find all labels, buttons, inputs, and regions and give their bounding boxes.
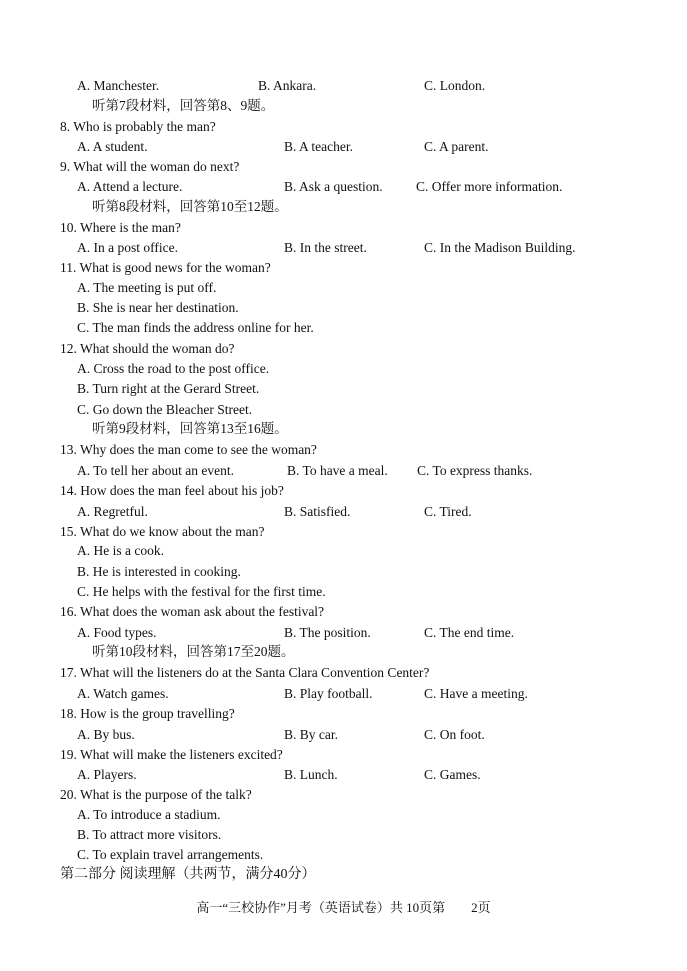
question-14: 14. How does the man feel about his job? xyxy=(60,483,284,498)
q7-option-b: B. Ankara. xyxy=(258,78,317,93)
q12-option-b: B. Turn right at the Gerard Street. xyxy=(77,381,260,396)
q10-option-c: C. In the Madison Building. xyxy=(424,240,576,255)
q14-option-b: B. Satisfied. xyxy=(284,504,351,519)
question-20: 20. What is the purpose of the talk? xyxy=(60,787,252,802)
q19-option-c: C. Games. xyxy=(424,767,481,782)
question-12: 12. What should the woman do? xyxy=(60,341,235,356)
section-8-heading: 听第8段材料，回答第10至12题。 xyxy=(92,199,288,214)
q16-option-a: A. Food types. xyxy=(77,625,157,640)
q8-option-c: C. A parent. xyxy=(424,139,489,154)
q15-option-b: B. He is interested in cooking. xyxy=(77,564,241,579)
q12-option-a: A. Cross the road to the post office. xyxy=(77,361,270,376)
q11-option-b: B. She is near her destination. xyxy=(77,300,239,315)
q19-option-a: A. Players. xyxy=(77,767,137,782)
q14-option-c: C. Tired. xyxy=(424,504,472,519)
q11-option-c: C. The man finds the address online for her. xyxy=(77,320,314,335)
question-10: 10. Where is the man? xyxy=(60,220,181,235)
q16-option-b: B. The position. xyxy=(284,625,371,640)
question-19: 19. What will make the listeners excited? xyxy=(60,747,283,762)
q13-option-a: A. To tell her about an event. xyxy=(77,463,235,478)
q13-option-c: C. To express thanks. xyxy=(417,463,533,478)
q19-option-b: B. Lunch. xyxy=(284,767,338,782)
q20-option-c: C. To explain travel arrangements. xyxy=(77,847,264,862)
question-16: 16. What does the woman ask about the festival? xyxy=(60,604,325,619)
q17-option-a: A. Watch games. xyxy=(77,686,169,701)
q9-option-c: C. Offer more information. xyxy=(416,179,563,194)
q12-option-c: C. Go down the Bleacher Street. xyxy=(77,402,253,417)
question-11: 11. What is good news for the woman? xyxy=(60,260,271,275)
section-9-heading: 听第9段材料，回答第13至16题。 xyxy=(92,421,288,436)
part-2-heading: 第二部分 阅读理解（共两节，满分40分） xyxy=(60,867,316,882)
q9-option-b: B. Ask a question. xyxy=(284,179,383,194)
q13-option-b: B. To have a meal. xyxy=(287,463,388,478)
q7-option-c: C. London. xyxy=(424,78,486,93)
q7-option-a: A. Manchester. xyxy=(77,78,160,93)
q15-option-a: A. He is a cook. xyxy=(77,543,164,558)
section-7-heading: 听第7段材料，回答第8、9题。 xyxy=(92,98,275,113)
question-13: 13. Why does the man come to see the woman? xyxy=(60,442,317,457)
q20-option-b: B. To attract more visitors. xyxy=(77,827,222,842)
q9-option-a: A. Attend a lecture. xyxy=(77,179,183,194)
question-15: 15. What do we know about the man? xyxy=(60,524,265,539)
q15-option-c: C. He helps with the festival for the first time. xyxy=(77,584,326,599)
q17-option-b: B. Play football. xyxy=(284,686,373,701)
q18-option-b: B. By car. xyxy=(284,727,338,742)
q8-option-a: A. A student. xyxy=(77,139,148,154)
q18-option-c: C. On foot. xyxy=(424,727,485,742)
q10-option-b: B. In the street. xyxy=(284,240,367,255)
q18-option-a: A. By bus. xyxy=(77,727,135,742)
question-8: 8. Who is probably the man? xyxy=(60,119,216,134)
question-18: 18. How is the group travelling? xyxy=(60,706,235,721)
section-10-heading: 听第10段材料，回答第17至20题。 xyxy=(92,644,295,659)
q14-option-a: A. Regretful. xyxy=(77,504,148,519)
question-17: 17. What will the listeners do at the Santa Clara Convention Center? xyxy=(60,665,430,680)
q16-option-c: C. The end time. xyxy=(424,625,515,640)
q11-option-a: A. The meeting is put off. xyxy=(77,280,217,295)
q10-option-a: A. In a post office. xyxy=(77,240,178,255)
page-footer: 高一“三校协作”月考（英语试卷）共 10页第 2页 xyxy=(196,900,491,915)
q8-option-b: B. A teacher. xyxy=(284,139,353,154)
q20-option-a: A. To introduce a stadium. xyxy=(77,807,221,822)
q17-option-c: C. Have a meeting. xyxy=(424,686,528,701)
question-9: 9. What will the woman do next? xyxy=(60,159,240,174)
